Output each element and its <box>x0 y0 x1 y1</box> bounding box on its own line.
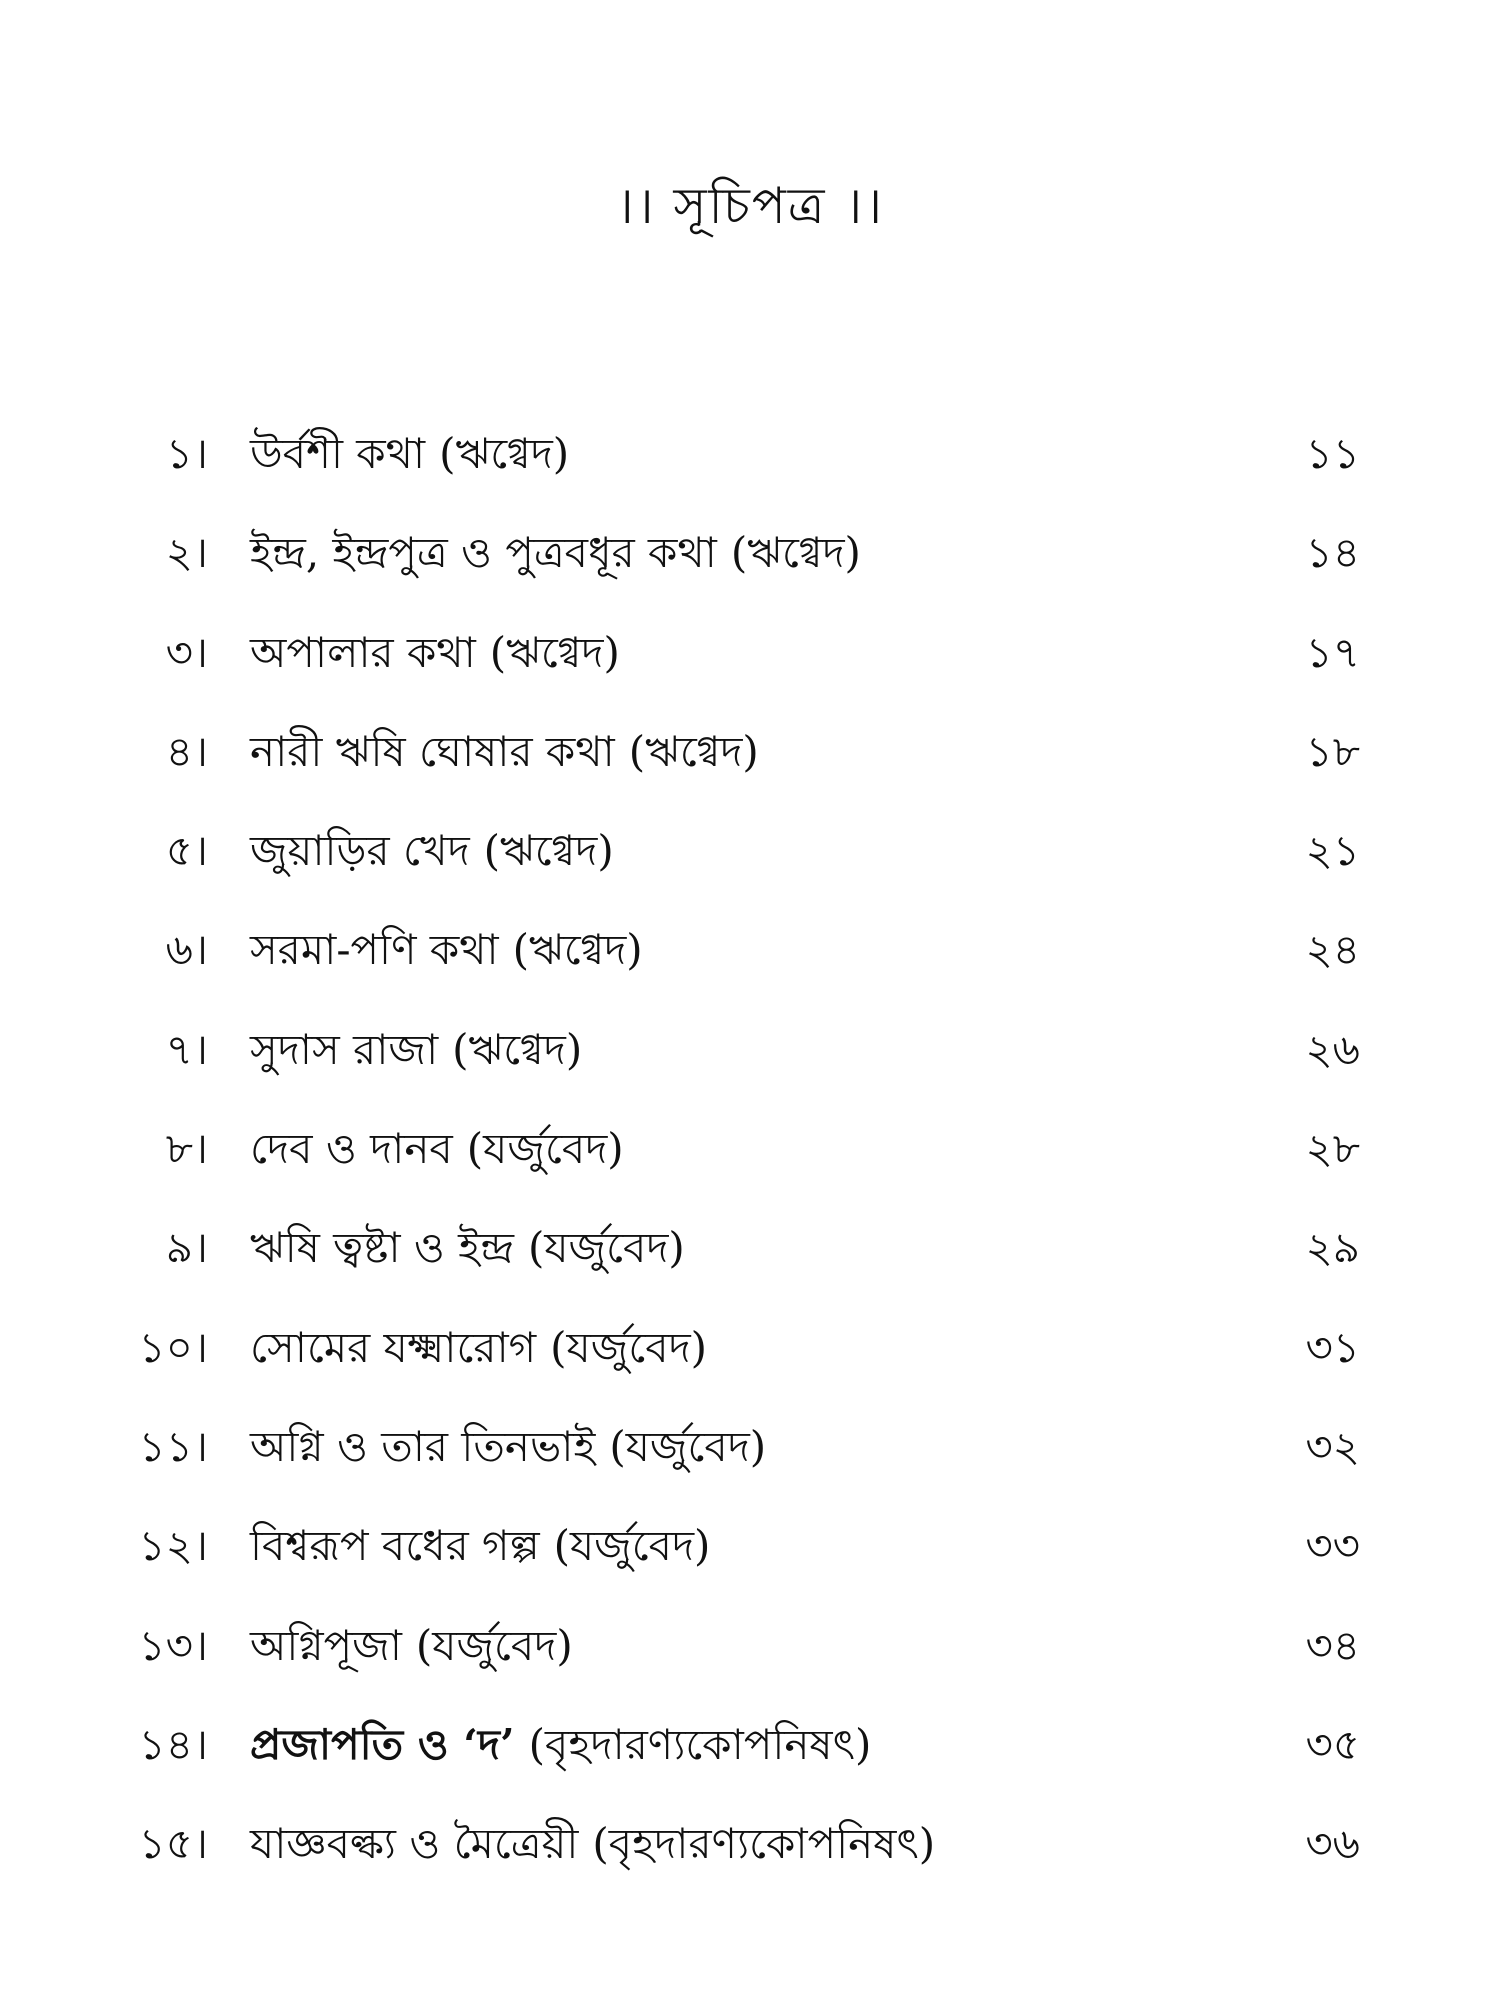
toc-entry-text <box>250 1794 1250 1893</box>
toc-entry-number: ১৫। <box>138 1819 208 1869</box>
toc-entry-number: ২। <box>165 528 208 578</box>
toc-entry-text <box>250 1397 1250 1496</box>
toc-row <box>0 1000 1500 1099</box>
toc-entry-text <box>250 1099 1250 1198</box>
toc-entry-text <box>250 1298 1250 1397</box>
toc-row <box>0 1496 1500 1595</box>
toc-entry-number: ৭। <box>165 1024 208 1074</box>
toc-entry-title: ঋষি ত্বষ্টা ও ইন্দ্র <box>250 1223 514 1273</box>
toc-page-number: ৩৬ <box>1305 1819 1360 1869</box>
toc-entry-source: (বৃহদারণ্যকোপনিষৎ) <box>592 1819 936 1869</box>
toc-entry-text <box>250 1496 1250 1595</box>
toc-entry-text <box>250 801 1250 900</box>
toc-page-number: ১৮ <box>1305 726 1360 776</box>
toc-page-number: ৩৫ <box>1305 1719 1360 1769</box>
toc-row <box>0 801 1500 900</box>
toc-entry-source: (ঋগ্বেদ) <box>452 1024 583 1074</box>
toc-entry-number: ১। <box>165 429 208 478</box>
toc-entry-title: সরমা-পণি কথা <box>250 925 499 975</box>
toc-page-number: ৩২ <box>1305 1421 1360 1471</box>
toc-row <box>0 900 1500 999</box>
toc-row <box>0 1298 1500 1397</box>
toc-entry-title: ইন্দ্র, ইন্দ্রপুত্র ও পুত্রবধূর কথা <box>250 528 717 578</box>
toc-row <box>0 702 1500 801</box>
toc-entry-number: ১৩। <box>138 1620 208 1670</box>
toc-entry-title: জুয়াড়ির খেদ <box>250 826 470 876</box>
toc-page-number: ২৪ <box>1305 925 1360 975</box>
toc-entry-text <box>250 1198 1250 1297</box>
toc-entry-title: বিশ্বরূপ বধের গল্প <box>250 1521 540 1571</box>
table-of-contents <box>0 404 1500 1893</box>
toc-row <box>0 1397 1500 1496</box>
toc-entry-title: সুদাস রাজা <box>250 1024 439 1074</box>
toc-entry-number: ১০। <box>138 1322 208 1372</box>
toc-page-number: ২৮ <box>1305 1124 1360 1174</box>
toc-entry-title: অগ্নিপূজা <box>250 1620 402 1670</box>
toc-entry-source: (যর্জুবেদ) <box>415 1620 573 1670</box>
toc-row <box>0 1099 1500 1198</box>
toc-row <box>0 1695 1500 1794</box>
toc-entry-source: (ঋগ্বেদ) <box>489 627 620 677</box>
toc-entry-title: প্রজাপতি ও ‘দ’ <box>250 1719 515 1769</box>
toc-page-number: ২৬ <box>1305 1024 1360 1074</box>
toc-entry-number: ৯। <box>165 1223 208 1273</box>
toc-entry-title: নারী ঋষি ঘোষার কথা <box>250 726 615 776</box>
toc-entry-number: ৪। <box>165 726 208 776</box>
toc-entry-title: যাজ্ঞবল্ক্য ও মৈত্রেয়ী <box>250 1819 579 1869</box>
toc-page-number: ২৯ <box>1305 1223 1360 1273</box>
page-title: ।। সূচিপত্র ।। <box>615 177 885 235</box>
toc-entry-text <box>250 1596 1250 1695</box>
toc-entry-number: ৮। <box>165 1124 208 1174</box>
toc-entry-source: (বৃহদারণ্যকোপনিষৎ) <box>528 1719 872 1769</box>
toc-entry-source: (ঋগ্বেদ) <box>628 726 759 776</box>
toc-entry-text <box>250 702 1250 801</box>
toc-page-number: ৩৪ <box>1305 1620 1360 1670</box>
toc-entry-title: অগ্নি ও তার তিনভাই <box>250 1421 596 1471</box>
toc-page-number: ৩১ <box>1305 1322 1360 1372</box>
toc-entry-source: (যর্জুবেদ) <box>553 1521 711 1571</box>
toc-row <box>0 1794 1500 1893</box>
toc-page-number: ১৭ <box>1305 627 1360 677</box>
toc-entry-source: (যর্জুবেদ) <box>550 1322 708 1372</box>
toc-entry-number: ১৪। <box>138 1719 208 1769</box>
toc-entry-text <box>250 1695 1250 1794</box>
toc-entry-title: সোমের যক্ষ্মারোগ <box>250 1322 537 1372</box>
toc-entry-number: ৩। <box>165 627 208 677</box>
toc-entry-text <box>250 503 1250 602</box>
toc-entry-source: (ঋগ্বেদ) <box>483 826 614 876</box>
toc-entry-text <box>250 603 1250 702</box>
toc-entry-title: উর্বশী কথা <box>250 429 426 478</box>
toc-entry-number: ৬। <box>165 925 208 975</box>
toc-entry-source: (ঋগ্বেদ) <box>512 925 643 975</box>
toc-entry-number: ১১। <box>138 1421 208 1471</box>
toc-entry-number: ১২। <box>138 1521 208 1571</box>
toc-row <box>0 404 1500 503</box>
toc-entry-number: ৫। <box>165 826 208 876</box>
toc-entry-source: (যর্জুবেদ) <box>527 1223 685 1273</box>
toc-page-number: ১৪ <box>1305 528 1360 578</box>
toc-row <box>0 1198 1500 1297</box>
toc-page-number: ৩৩ <box>1305 1521 1360 1571</box>
toc-entry-text <box>250 900 1250 999</box>
toc-entry-source: (যর্জুবেদ) <box>466 1124 624 1174</box>
toc-entry-text <box>250 1000 1250 1099</box>
toc-row <box>0 603 1500 702</box>
toc-entry-title: অপালার কথা <box>250 627 476 677</box>
toc-page-number: ২১ <box>1305 826 1360 876</box>
toc-entry-text <box>250 404 1250 503</box>
toc-entry-source: (যর্জুবেদ) <box>609 1421 767 1471</box>
toc-entry-source: (ঋগ্বেদ) <box>730 528 861 578</box>
toc-entry-source: (ঋগ্বেদ) <box>439 429 570 478</box>
toc-row <box>0 1596 1500 1695</box>
toc-row <box>0 503 1500 602</box>
toc-entry-title: দেব ও দানব <box>250 1124 453 1174</box>
toc-page-number: ১১ <box>1305 429 1360 478</box>
